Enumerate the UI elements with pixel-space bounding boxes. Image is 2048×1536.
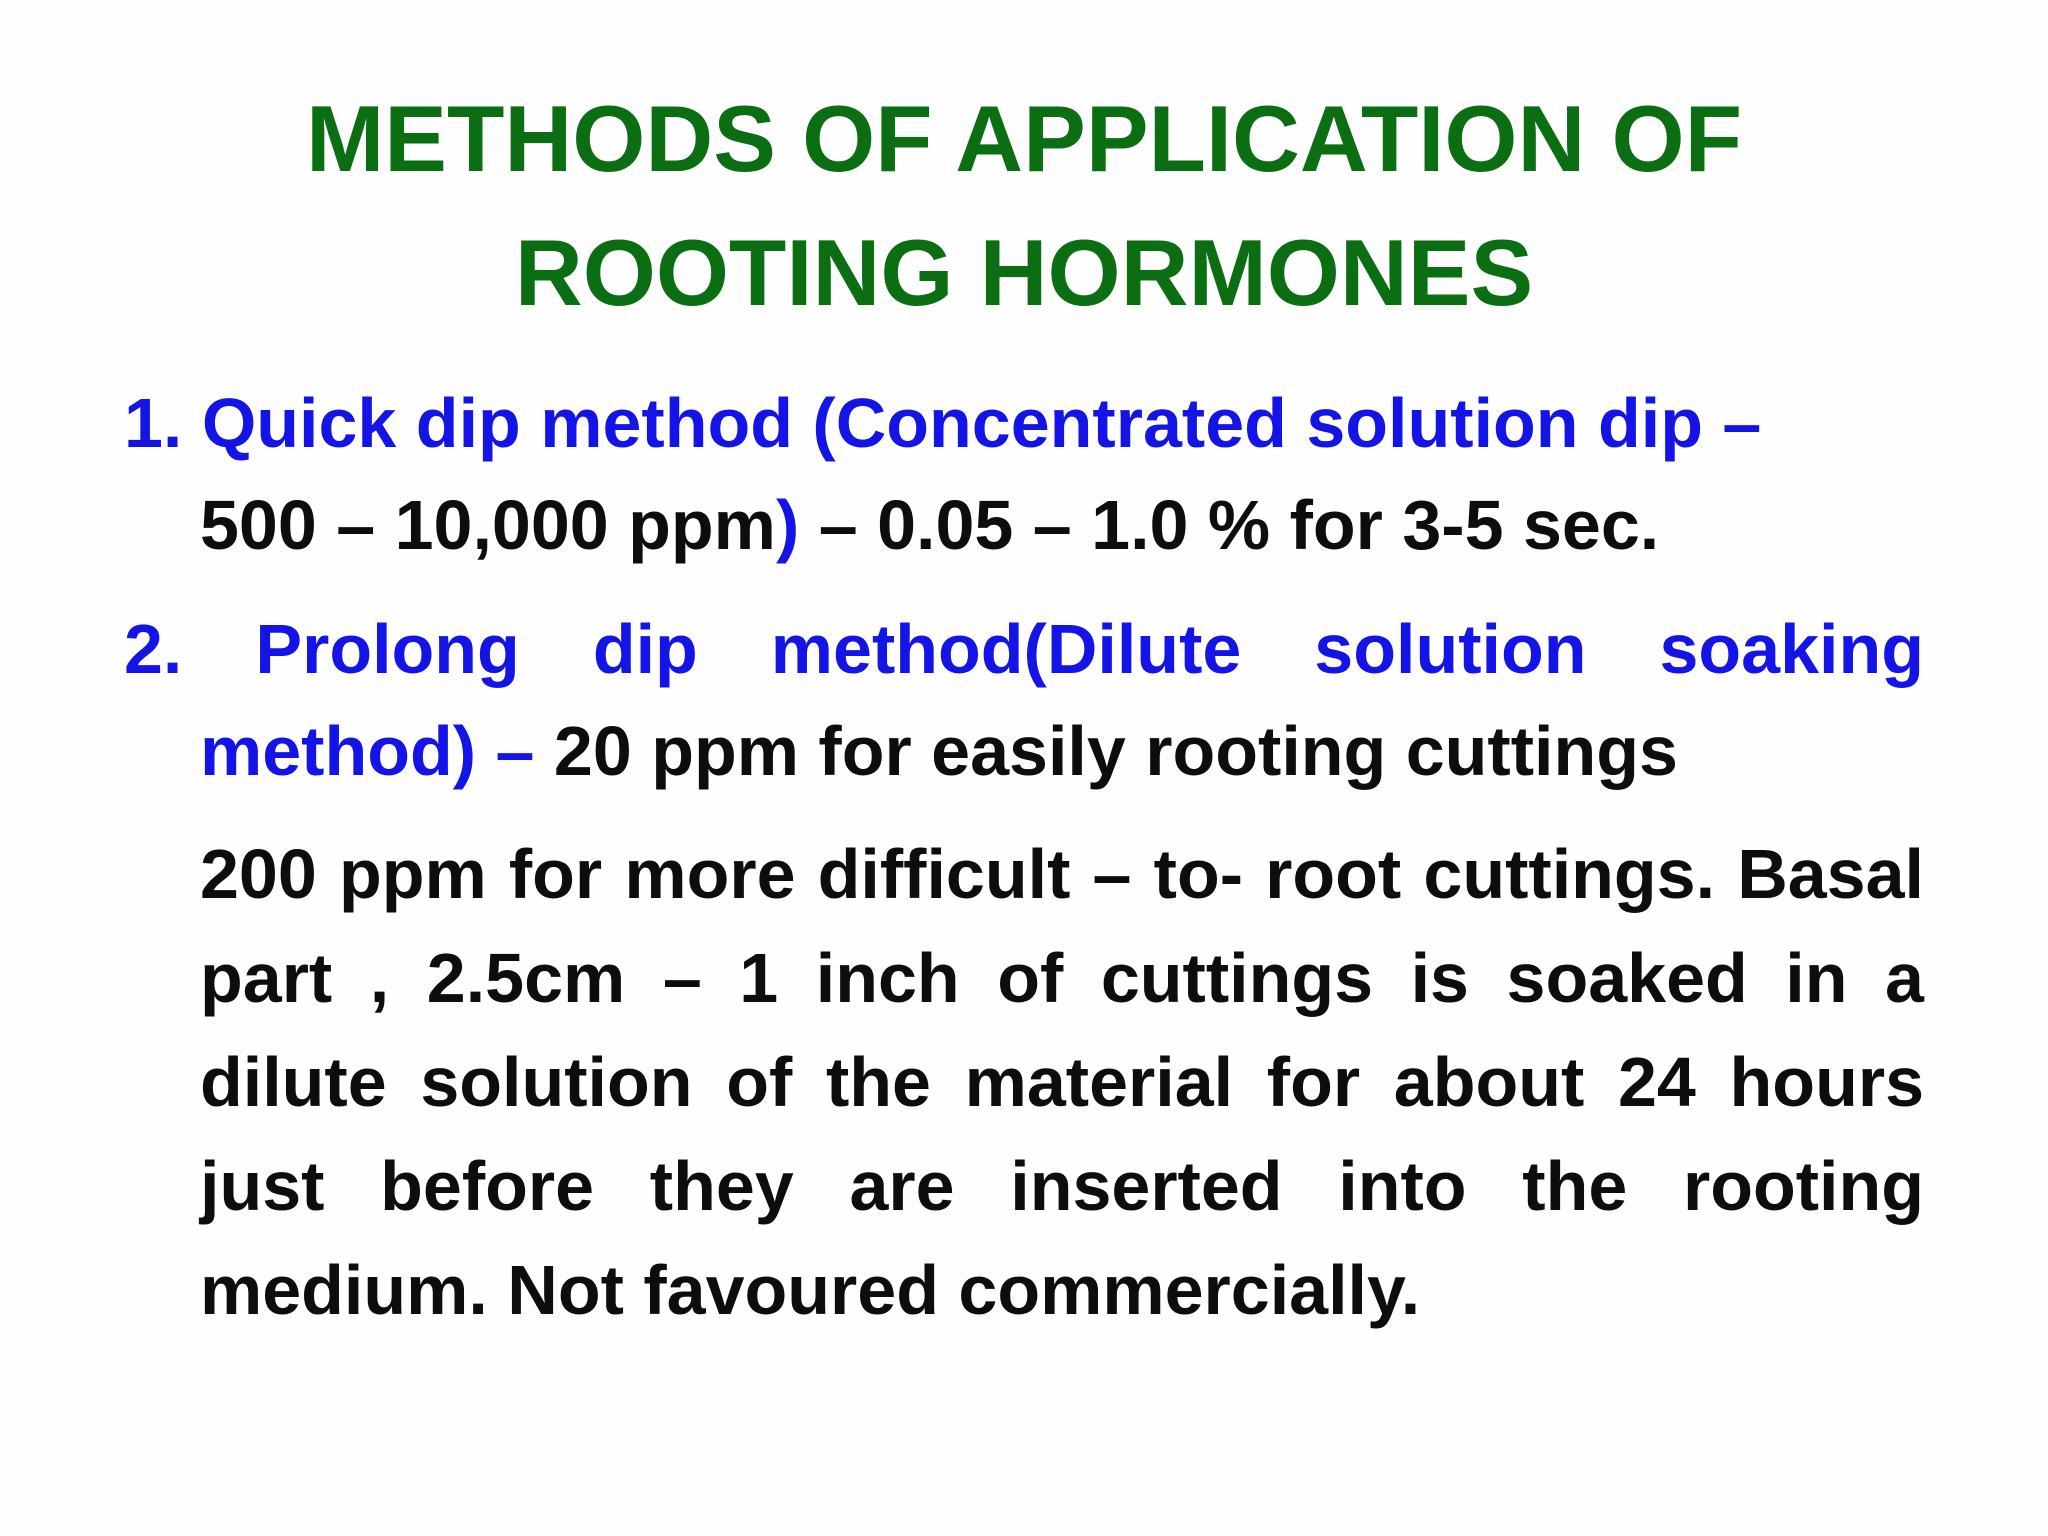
item-1-percent-time: – 0.05 – 1.0 % for 3-5 sec. xyxy=(799,486,1660,564)
item-2-label: Prolong dip method(Dilute solution soaking xyxy=(255,610,1924,688)
item-1-detail xyxy=(200,474,2000,576)
item-1-number: 1. xyxy=(124,384,183,462)
item-1-ppm-range: 500 – 10,000 ppm xyxy=(200,486,776,564)
slide-title xyxy=(100,72,1948,340)
item-1-heading xyxy=(124,372,1924,474)
item-2-paragraph: 200 ppm for more difficult – to- root cuttings. Basal part , 2.5cm – 1 inch of cuttings is soaked in a dilute solution of the material for about 24 hours just before they are inserted into the rooting medium. Not favoured commercially. xyxy=(200,835,1924,1329)
item-2-heading xyxy=(124,598,1924,700)
item-2-easy-rooting: 20 ppm for easily rooting cuttings xyxy=(534,712,1678,790)
item-2-number: 2. xyxy=(124,610,183,688)
item-1-label: Quick dip method (Concentrated solution dip – xyxy=(201,384,1762,462)
item-1-label-close: ) xyxy=(775,486,800,564)
item-2-detail xyxy=(200,700,2000,802)
title-line-1: METHODS OF APPLICATION OF xyxy=(305,86,1743,191)
item-2-label-end: method) – xyxy=(200,712,535,790)
title-line-2: ROOTING HORMONES xyxy=(514,220,1534,325)
